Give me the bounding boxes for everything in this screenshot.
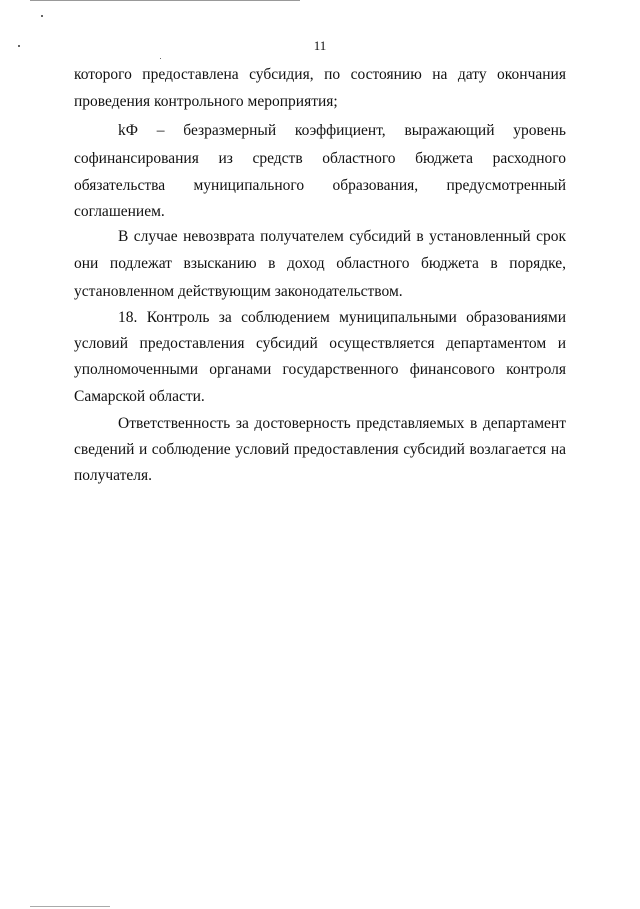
text-line: получателя. (74, 467, 152, 484)
text-line: 18. Контроль за соблюдением муниципальными образованиями (118, 309, 566, 326)
text-line: соглашением. (74, 203, 165, 220)
text-line: условий предоставления субсидий осуществляется департаментом и (74, 335, 566, 352)
text-line: софинансирования из средств областного бюджета расходного (74, 150, 566, 167)
text-line: сведений и соблюдение условий предоставления субсидий возлагается на (74, 441, 566, 458)
text-line: Ответственность за достоверность представляемых в департамент (118, 415, 566, 432)
scan-edge-line (30, 0, 300, 1)
text-line: В случае невозврата получателем субсидий в установленный срок (118, 228, 566, 245)
text-line: уполномоченными органами государственного финансового контроля (74, 361, 566, 378)
text-line: которого предоставлена субсидия, по состоянию на дату окончания (74, 66, 566, 83)
text-line: они подлежат взысканию в доход областного бюджета в порядке, (74, 255, 566, 272)
scan-speck (160, 58, 161, 59)
text-line: установленном действующим законодательством. (74, 283, 403, 300)
page-number: 11 (313, 38, 327, 53)
scan-edge-line (30, 906, 110, 907)
text-line: Самарской области. (74, 388, 205, 405)
text-line: проведения контрольного мероприятия; (74, 93, 338, 110)
scan-speck (41, 15, 43, 17)
text-line: kФ – безразмерный коэффициент, выражающий уровень (118, 122, 566, 139)
text-line: обязательства муниципального образования, предусмотренный (74, 177, 566, 194)
